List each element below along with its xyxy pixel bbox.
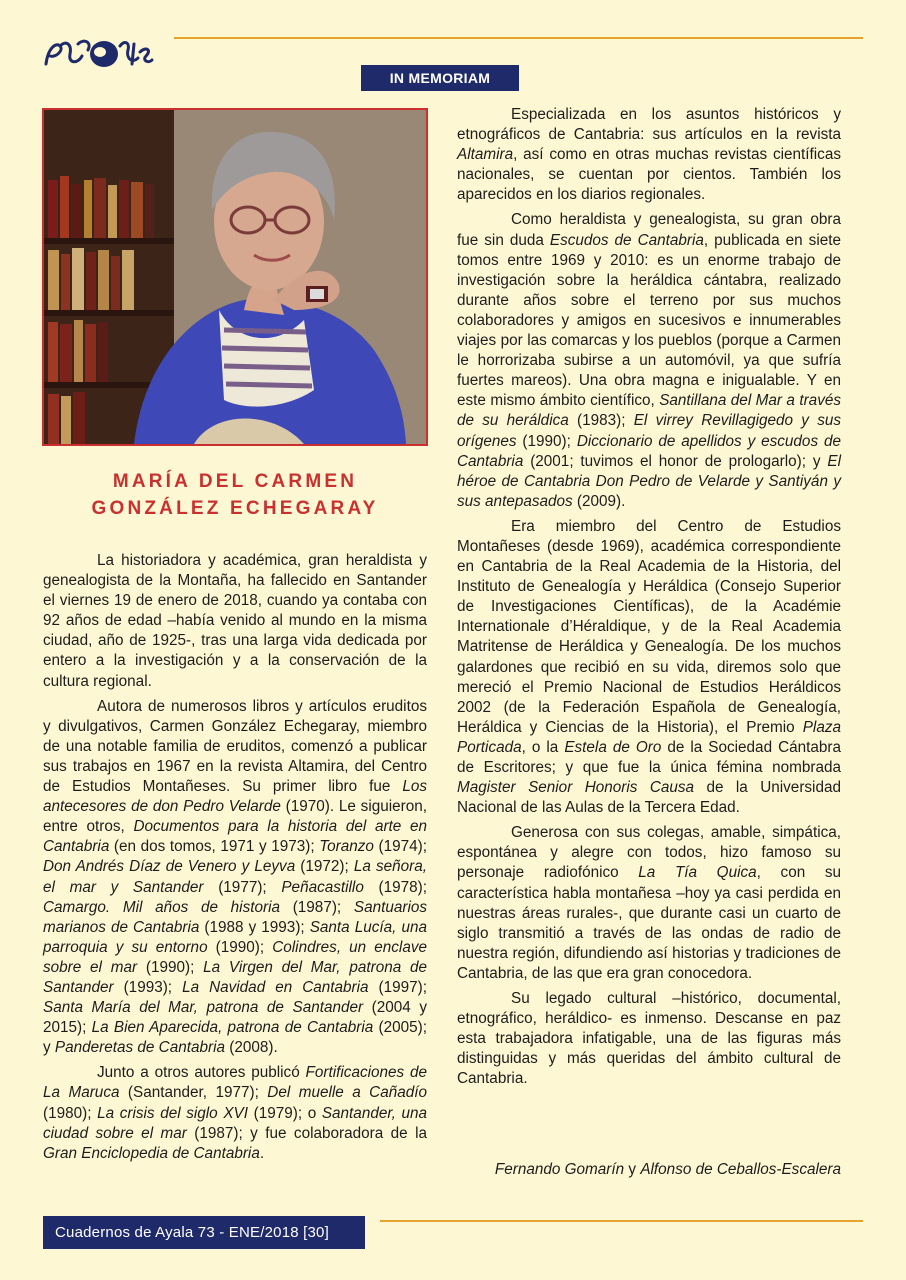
footer-rule bbox=[380, 1220, 863, 1222]
footer-issue-label: Cuadernos de Ayala 73 - ENE/2018 [30] bbox=[43, 1216, 365, 1249]
italic-title: Don Andrés Díaz de Venero y Leyva bbox=[43, 858, 296, 876]
italic-title: Del muelle a Cañadío bbox=[267, 1084, 427, 1102]
section-label: IN MEMORIAM bbox=[361, 65, 519, 91]
italic-title: Gran Enciclopedia de Cantabria bbox=[43, 1144, 260, 1162]
italic-title: Plaza Porticada bbox=[457, 718, 841, 756]
text-run: de la Universidad Nacional de las Aulas de la Tercera Edad. bbox=[457, 779, 841, 817]
italic-title: Colindres, un enclave sobre el mar bbox=[43, 938, 427, 976]
italic-title: Altamira bbox=[457, 146, 514, 164]
italic-title: Camargo. Mil años de historia bbox=[43, 898, 280, 916]
author-1: Fernando Gomarín bbox=[494, 1161, 625, 1178]
portrait-photo bbox=[42, 108, 428, 446]
italic-title: Panderetas de Cantabria bbox=[54, 1039, 225, 1057]
text-run: (1987); bbox=[280, 898, 354, 916]
text-run: (2009). bbox=[572, 492, 626, 510]
text-run: (1977); bbox=[203, 878, 282, 896]
text-run: , o la bbox=[521, 738, 565, 756]
text-run: Era miembro del Centro de Estudios Montañeses (desde 1969), académica correspondiente en Cantabria de la Real Academia de la Historia, del Instituto de Genealogía y Heráldica (Consejo Superior de Investigaciones Científicas), de la Académie Internationale d’Héraldique, y de la Real Academia Matritense de Heráldica y Genealogía. De los muchos galardones que recibió en su vida, diremos solo que mereció el Premio Nacional de Estudios Heráldicos 2002 (de la Federación Española de Genealogía, Heráldica y Ciencias de la Historia), el Premio bbox=[457, 517, 841, 736]
text-run: (1988 y 1993); bbox=[199, 918, 310, 936]
left-column bbox=[43, 551, 427, 1169]
text-run: (en dos tomos, 1971 y 1973); bbox=[109, 838, 320, 856]
text-run: Como heraldista y genealogista, su gran obra fue sin duda bbox=[457, 211, 841, 249]
italic-title: Magister Senior Honoris Causa bbox=[457, 779, 695, 797]
paragraph-6 bbox=[457, 517, 841, 818]
paragraph-5 bbox=[457, 210, 841, 511]
text-run: Autora de numerosos libros y artículos eruditos y divulgativos, Carmen González Echegaray, miembro de una notable familia de eruditos, comenzó a publicar sus trabajos en 1967 en la revista Altamira, del Centro de Estudios Montañeses. Su primer libro fue bbox=[43, 697, 427, 796]
text-run: (1970). Le siguieron, entre otros, bbox=[43, 798, 427, 836]
paragraph-7 bbox=[457, 823, 841, 984]
text-run: , publicada en siete tomos entre 1969 y 2010: es un enorme trabajo de investigación sobre la heráldica cántabra, realizado durante años sobre el terreno por sus muchos colaboradores y amigos en sucesivos e innumerables viajes por las comarcas y los pueblos (porque a Carmen le horrorizaba subirse a un automóvil, ya que sufría fuertes mareos). Una obra magna e inigualable. Y en este mismo ámbito científico, bbox=[457, 231, 841, 410]
portrait-photo-image bbox=[44, 110, 426, 444]
article-title-line-1: MARÍA DEL CARMEN bbox=[112, 471, 358, 492]
text-run: (2008). bbox=[225, 1039, 278, 1057]
text-run: , así como en otras muchas revistas científicas nacionales, se cuentan por cientos. También los aparecidos en los diarios regionales. bbox=[457, 146, 841, 204]
italic-title: La Bien Aparecida, patrona de Cantabria bbox=[91, 1019, 374, 1037]
paragraph-1: La historiadora y académica, gran heraldista y genealogista de la Montaña, ha fallecido en Santander el viernes 19 de enero de 2018, cuando ya contaba con 92 años de edad –había venido al mundo en la misma ciudad, año de 1925-, tras una larga vida dedicada por entero a la investigación y a la conservación de la cultura regional. bbox=[43, 552, 427, 690]
text-run: Generosa con sus colegas, amable, simpática, espontánea y alegre con todos, hizo famoso su personaje radiofónico bbox=[457, 824, 841, 882]
text-run: , con su característica habla montañesa –hoy ya casi perdida en nuestras áreas rurales-, que durante casi un cuarto de siglo transmitió a través de las ondas de radio de nuestra región, difundiendo así historias y tradiciones de Cantabria, de las que era gran conocedora. bbox=[457, 864, 841, 982]
text-run: (2001; tuvimos el honor de prologarlo); y bbox=[523, 452, 828, 470]
italic-title: La crisis del siglo XVI bbox=[97, 1104, 248, 1122]
journal-logo-icon bbox=[42, 34, 154, 74]
italic-title: Santuarios marianos de Cantabria bbox=[43, 898, 428, 936]
author-joiner: y bbox=[624, 1161, 641, 1178]
italic-title: Los antecesores de don Pedro Velarde bbox=[43, 778, 427, 816]
text-run: (1983); bbox=[568, 412, 634, 430]
text-run: (1972); bbox=[295, 858, 354, 876]
text-run: (1997); bbox=[368, 978, 428, 996]
italic-title: Santa Lucía, una parroquia y su entorno bbox=[43, 918, 427, 956]
text-run: (1990); bbox=[137, 958, 204, 976]
italic-title: La Navidad en Cantabria bbox=[182, 978, 369, 996]
text-run: Junto a otros autores publicó bbox=[97, 1064, 306, 1082]
italic-title: La señora, el mar y Santander bbox=[43, 858, 428, 896]
article-title bbox=[42, 468, 428, 522]
italic-title: Toranzo bbox=[319, 838, 374, 856]
text-run: . bbox=[259, 1144, 265, 1162]
text-run: (1993); bbox=[113, 978, 183, 996]
paragraph-4 bbox=[457, 105, 841, 205]
italic-title: El héroe de Cantabria Don Pedro de Velarde y Santiyán y sus antepasados bbox=[457, 452, 841, 510]
text-run: (1978); bbox=[363, 878, 427, 896]
paragraph-8: Su legado cultural –histórico, documental, etnográfico, heráldico- es inmenso. Descanse en paz esta trabajadora infatigable, una de las figuras más distinguidas y más queridas del ámbito cultural de Cantabria. bbox=[457, 990, 841, 1088]
italic-title: Fortificaciones de La Maruca bbox=[43, 1064, 427, 1102]
text-run: (1987); y fue colaboradora de la bbox=[186, 1124, 427, 1142]
article-authors bbox=[457, 1161, 841, 1179]
text-run: (1990); bbox=[516, 432, 577, 450]
text-run: (1990); bbox=[207, 938, 273, 956]
italic-title: La Virgen del Mar, patrona de Santander bbox=[43, 958, 428, 996]
author-2: Alfonso de Ceballos-Escalera bbox=[640, 1161, 841, 1178]
paragraph-2 bbox=[43, 697, 427, 1059]
header-rule bbox=[174, 37, 863, 39]
text-run: (2005); y bbox=[43, 1019, 427, 1057]
italic-title: El virrey Revillagigedo y sus orígenes bbox=[457, 412, 841, 450]
italic-title: Estela de Oro bbox=[564, 738, 662, 756]
text-run: (Santander, 1977); bbox=[119, 1084, 268, 1102]
text-run: de la Sociedad Cántabra de Escritores; y que fue la única fémina nombrada bbox=[457, 738, 842, 776]
italic-title: Peñacastillo bbox=[281, 878, 364, 896]
article-title-line-2: GONZÁLEZ ECHEGARAY bbox=[91, 498, 379, 519]
text-run: (2004 y 2015); bbox=[43, 999, 427, 1037]
italic-title: Documentos para la historia del arte en Cantabria bbox=[43, 818, 427, 856]
italic-title: La Tía Quica bbox=[638, 864, 757, 882]
text-run: (1979); o bbox=[247, 1104, 322, 1122]
paragraph-3 bbox=[43, 1063, 427, 1163]
italic-title: Santillana del Mar a través de su heráldica bbox=[457, 392, 841, 430]
italic-title: Diccionario de apellidos y escudos de Cantabria bbox=[457, 432, 842, 470]
italic-title: Santa María del Mar, patrona de Santander bbox=[43, 999, 364, 1017]
italic-title: Santander, una ciudad sobre el mar bbox=[43, 1104, 427, 1142]
italic-title: Escudos de Cantabria bbox=[549, 231, 704, 249]
text-run: Especializada en los asuntos históricos y etnográficos de Cantabria: sus artículos en la revista bbox=[457, 106, 841, 144]
right-column bbox=[457, 105, 841, 1095]
text-run: (1974); bbox=[373, 838, 427, 856]
text-run: (1980); bbox=[43, 1104, 98, 1122]
